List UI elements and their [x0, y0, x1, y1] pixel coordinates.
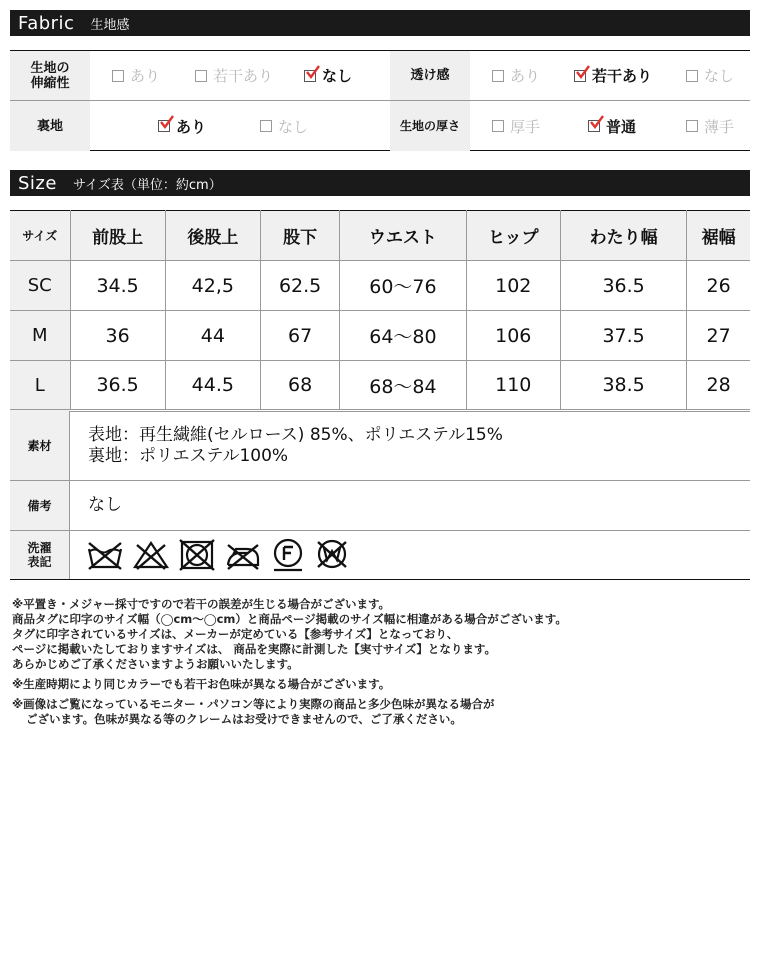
material-label: 素材: [10, 411, 70, 480]
hand-wash-no-icon: [86, 539, 124, 571]
sheer-option-nashi[interactable]: [686, 51, 734, 100]
stretch-option-label: なし: [322, 67, 353, 85]
lining-options: [90, 101, 390, 151]
sheer-option-label: あり: [510, 67, 541, 85]
stretch-option-label: 若干あり: [213, 67, 274, 85]
column-header: ウエスト: [340, 211, 466, 261]
lining-option-label: あり: [176, 117, 207, 136]
size-header-jp: サイズ表（単位：約cm）: [72, 177, 222, 193]
no-bleach-icon: [132, 539, 170, 571]
size-table-header-row: [10, 211, 750, 261]
checked-checkbox-icon: [158, 120, 170, 132]
table-cell: 44.5: [165, 361, 260, 411]
note-line: ページに掲載いたしておりますサイズは、 商品を実際に計測した【実寸サイズ】となります。: [12, 642, 497, 656]
lining-option-nashi[interactable]: [260, 101, 308, 151]
material-row: [10, 411, 750, 481]
checkbox-icon: [686, 120, 698, 132]
checkbox-icon: [195, 70, 207, 82]
material-line-outer: 表地：再生繊維(セルロース) 85%、ポリエステル15%: [88, 424, 503, 445]
care-label-line1: 洗濯: [27, 541, 52, 555]
table-cell: 60〜76: [340, 261, 466, 311]
table-cell: 68〜84: [340, 361, 466, 411]
checkbox-icon: [112, 70, 124, 82]
checkbox-icon: [686, 70, 698, 82]
checkbox-icon: [492, 120, 504, 132]
checked-checkbox-icon: [588, 120, 600, 132]
fabric-header-jp: 生地感: [90, 17, 130, 33]
stretch-label-line2: 伸縮性: [30, 75, 70, 91]
note-line: ございます。色味が異なる等のクレームはお受けできませんので、ご了承ください。: [26, 712, 462, 726]
size-section-header: [10, 170, 750, 196]
stretch-options: [90, 51, 390, 100]
column-header: 裾幅: [687, 211, 750, 261]
column-header: わたり幅: [560, 211, 686, 261]
no-tumble-dry-icon: [178, 539, 216, 571]
checkbox-icon: [492, 70, 504, 82]
table-cell: 67: [260, 311, 339, 361]
notes: [12, 597, 567, 727]
stretch-option-ari[interactable]: [112, 51, 160, 100]
product-info-table: [10, 411, 750, 580]
sheer-option-label: 若干あり: [592, 67, 653, 85]
thickness-label: [390, 101, 470, 151]
table-cell: 102: [466, 261, 560, 311]
stretch-label-line1: 生地の: [30, 60, 70, 76]
sheer-option-jakkan[interactable]: [574, 51, 652, 100]
lining-label: [10, 101, 90, 151]
table-cell: 36.5: [70, 361, 165, 411]
column-header: 前股上: [70, 211, 165, 261]
checkbox-icon: [260, 120, 272, 132]
column-header: 股下: [260, 211, 339, 261]
table-cell: 26: [687, 261, 750, 311]
fabric-row-2: [10, 101, 750, 151]
checked-checkbox-icon: [574, 70, 586, 82]
fabric-header-en: Fabric: [18, 12, 75, 34]
dry-clean-f-icon: [270, 538, 306, 572]
size-column-header: サイズ: [10, 211, 70, 261]
lining-option-ari[interactable]: [158, 101, 206, 151]
sheer-option-label: なし: [704, 67, 735, 85]
note-line: 商品タグに印字のサイズ幅（◯cm〜◯cm）と商品ページ掲載のサイズ幅に相違がある場合がございます。: [12, 612, 567, 626]
lining-label-text: 裏地: [36, 118, 63, 134]
no-iron-icon: [224, 539, 262, 571]
stretch-label: [10, 51, 90, 100]
size-table: [10, 210, 750, 412]
thickness-options: [470, 101, 750, 151]
fabric-grid: [10, 50, 750, 151]
material-value: [70, 411, 503, 480]
care-label-line2: 表記: [27, 555, 52, 569]
column-header: 後股上: [165, 211, 260, 261]
sheer-option-ari[interactable]: [492, 51, 540, 100]
thickness-option-usude[interactable]: [686, 101, 734, 151]
table-row: [10, 261, 750, 311]
table-cell: 42,5: [165, 261, 260, 311]
thickness-label-text: 生地の厚さ: [399, 118, 460, 133]
care-row: [10, 531, 750, 579]
remarks-row: [10, 481, 750, 531]
row-size-label: M: [10, 311, 70, 361]
row-size-label: SC: [10, 261, 70, 311]
table-cell: 68: [260, 361, 339, 411]
size-header-en: Size: [18, 172, 57, 194]
thickness-option-label: 普通: [606, 117, 637, 136]
table-cell: 44: [165, 311, 260, 361]
column-header: ヒップ: [466, 211, 560, 261]
material-line-lining: 裏地：ポリエステル100%: [88, 445, 289, 466]
remarks-value: なし: [88, 495, 122, 515]
table-cell: 36: [70, 311, 165, 361]
table-cell: 28: [687, 361, 750, 411]
table-cell: 38.5: [560, 361, 686, 411]
sheer-label-text: 透け感: [410, 68, 450, 83]
note-line: ※画像はご覧になっているモニター・パソコン等により実際の商品と多少色味が異なる場合が: [12, 697, 495, 711]
care-symbols: [70, 531, 350, 579]
remarks-label: 備考: [10, 481, 70, 530]
table-cell: 34.5: [70, 261, 165, 311]
lining-option-label: なし: [278, 117, 309, 136]
fabric-row-1: [10, 51, 750, 101]
thickness-option-futsu[interactable]: [588, 101, 636, 151]
sheer-options: [470, 51, 750, 100]
thickness-option-label: 薄手: [704, 117, 735, 136]
stretch-option-jakkan[interactable]: [195, 51, 273, 100]
table-cell: 36.5: [560, 261, 686, 311]
table-cell: 106: [466, 311, 560, 361]
table-cell: 27: [687, 311, 750, 361]
note-line: ※生産時期により同じカラーでも若干お色味が異なる場合がございます。: [12, 677, 391, 691]
table-row: [10, 361, 750, 411]
sheer-label: [390, 51, 470, 100]
note-line: ※平置き・メジャー採寸ですので若干の誤差が生じる場合がございます。: [12, 597, 391, 611]
care-label: [10, 531, 70, 579]
thickness-option-label: 厚手: [510, 117, 541, 136]
stretch-option-nashi[interactable]: [304, 51, 352, 100]
note-line: あらかじめご了承くださいますようお願いいたします。: [12, 657, 299, 671]
table-cell: 64〜80: [340, 311, 466, 361]
row-size-label: L: [10, 361, 70, 411]
fabric-section-header: [10, 10, 750, 36]
no-wet-clean-icon: [314, 538, 350, 572]
thickness-option-atsude[interactable]: [492, 101, 540, 151]
stretch-option-label: あり: [130, 67, 161, 85]
checked-checkbox-icon: [304, 70, 316, 82]
table-cell: 110: [466, 361, 560, 411]
note-line: タグに印字されているサイズは、メーカーが定めている【参考サイズ】となっており、: [12, 627, 459, 641]
table-cell: 37.5: [560, 311, 686, 361]
table-row: [10, 311, 750, 361]
table-cell: 62.5: [260, 261, 339, 311]
